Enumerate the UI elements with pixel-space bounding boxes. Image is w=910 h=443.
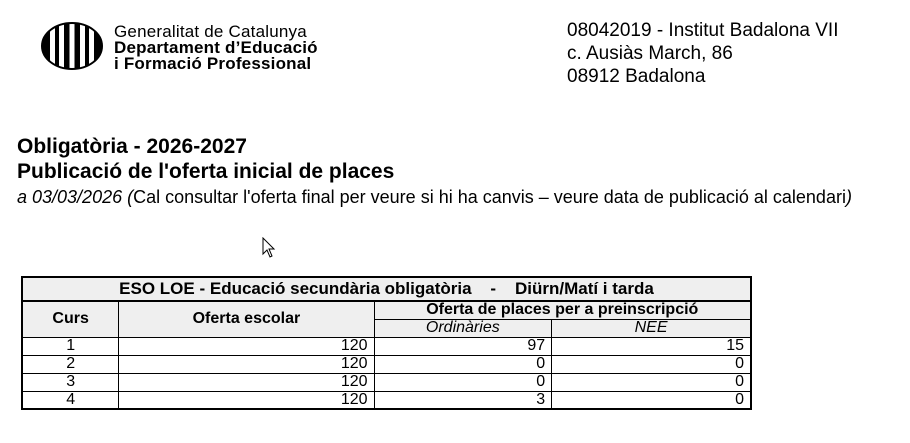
table-row bbox=[22, 391, 751, 409]
note-text: Cal consultar l'oferta final per veure si hi ha canvis – veure data de publicació al calendari bbox=[133, 187, 846, 207]
col-header-group: Oferta de places per a preinscripció bbox=[374, 301, 751, 319]
cell-nee: 0 bbox=[552, 373, 751, 391]
cell-oferta: 120 bbox=[119, 355, 374, 373]
cell-ordinaries: 3 bbox=[374, 391, 552, 409]
school-address bbox=[567, 19, 838, 88]
address-line-1: 08042019 - Institut Badalona VII bbox=[567, 20, 839, 41]
org-line-3: i Formació Professional bbox=[114, 54, 312, 73]
col-header-nee: NEE bbox=[552, 319, 751, 337]
cell-nee: 15 bbox=[552, 337, 751, 355]
publication-note bbox=[17, 187, 852, 208]
col-header-curs: Curs bbox=[22, 301, 119, 337]
cell-ordinaries: 97 bbox=[374, 337, 552, 355]
page-title: Obligatòria - 2026-2027 bbox=[17, 135, 247, 158]
page-subtitle: Publicació de l'oferta inicial de places bbox=[17, 160, 395, 183]
cell-curs: 1 bbox=[22, 337, 119, 355]
cell-oferta: 120 bbox=[119, 373, 374, 391]
table-row bbox=[22, 355, 751, 373]
note-date: a 03/03/2026 ( bbox=[17, 187, 134, 207]
note-close: ) bbox=[845, 187, 852, 207]
cell-curs: 2 bbox=[22, 355, 119, 373]
places-table bbox=[21, 276, 752, 410]
col-header-ordinaries: Ordinàries bbox=[374, 319, 552, 337]
table-caption: ESO LOE - Educació secundària obligatòria - Diürn/Matí i tarda bbox=[22, 277, 751, 301]
organization-name bbox=[114, 24, 318, 72]
table-row bbox=[22, 373, 751, 391]
cell-ordinaries: 0 bbox=[374, 373, 552, 391]
cell-oferta: 120 bbox=[119, 337, 374, 355]
cell-nee: 0 bbox=[552, 355, 751, 373]
col-header-oferta: Oferta escolar bbox=[119, 301, 374, 337]
org-line-1: Generalitat de Catalunya bbox=[114, 22, 307, 41]
cell-ordinaries: 0 bbox=[374, 355, 552, 373]
address-line-2: c. Ausiàs March, 86 bbox=[567, 43, 733, 64]
cell-curs: 4 bbox=[22, 391, 119, 409]
cell-nee: 0 bbox=[552, 391, 751, 409]
org-line-2: Departament d’Educació bbox=[114, 38, 318, 57]
address-line-3: 08912 Badalona bbox=[567, 66, 706, 87]
table-row bbox=[22, 337, 751, 355]
generalitat-logo-icon bbox=[40, 21, 104, 71]
mouse-pointer-icon bbox=[262, 237, 276, 259]
cell-curs: 3 bbox=[22, 373, 119, 391]
cell-oferta: 120 bbox=[119, 391, 374, 409]
